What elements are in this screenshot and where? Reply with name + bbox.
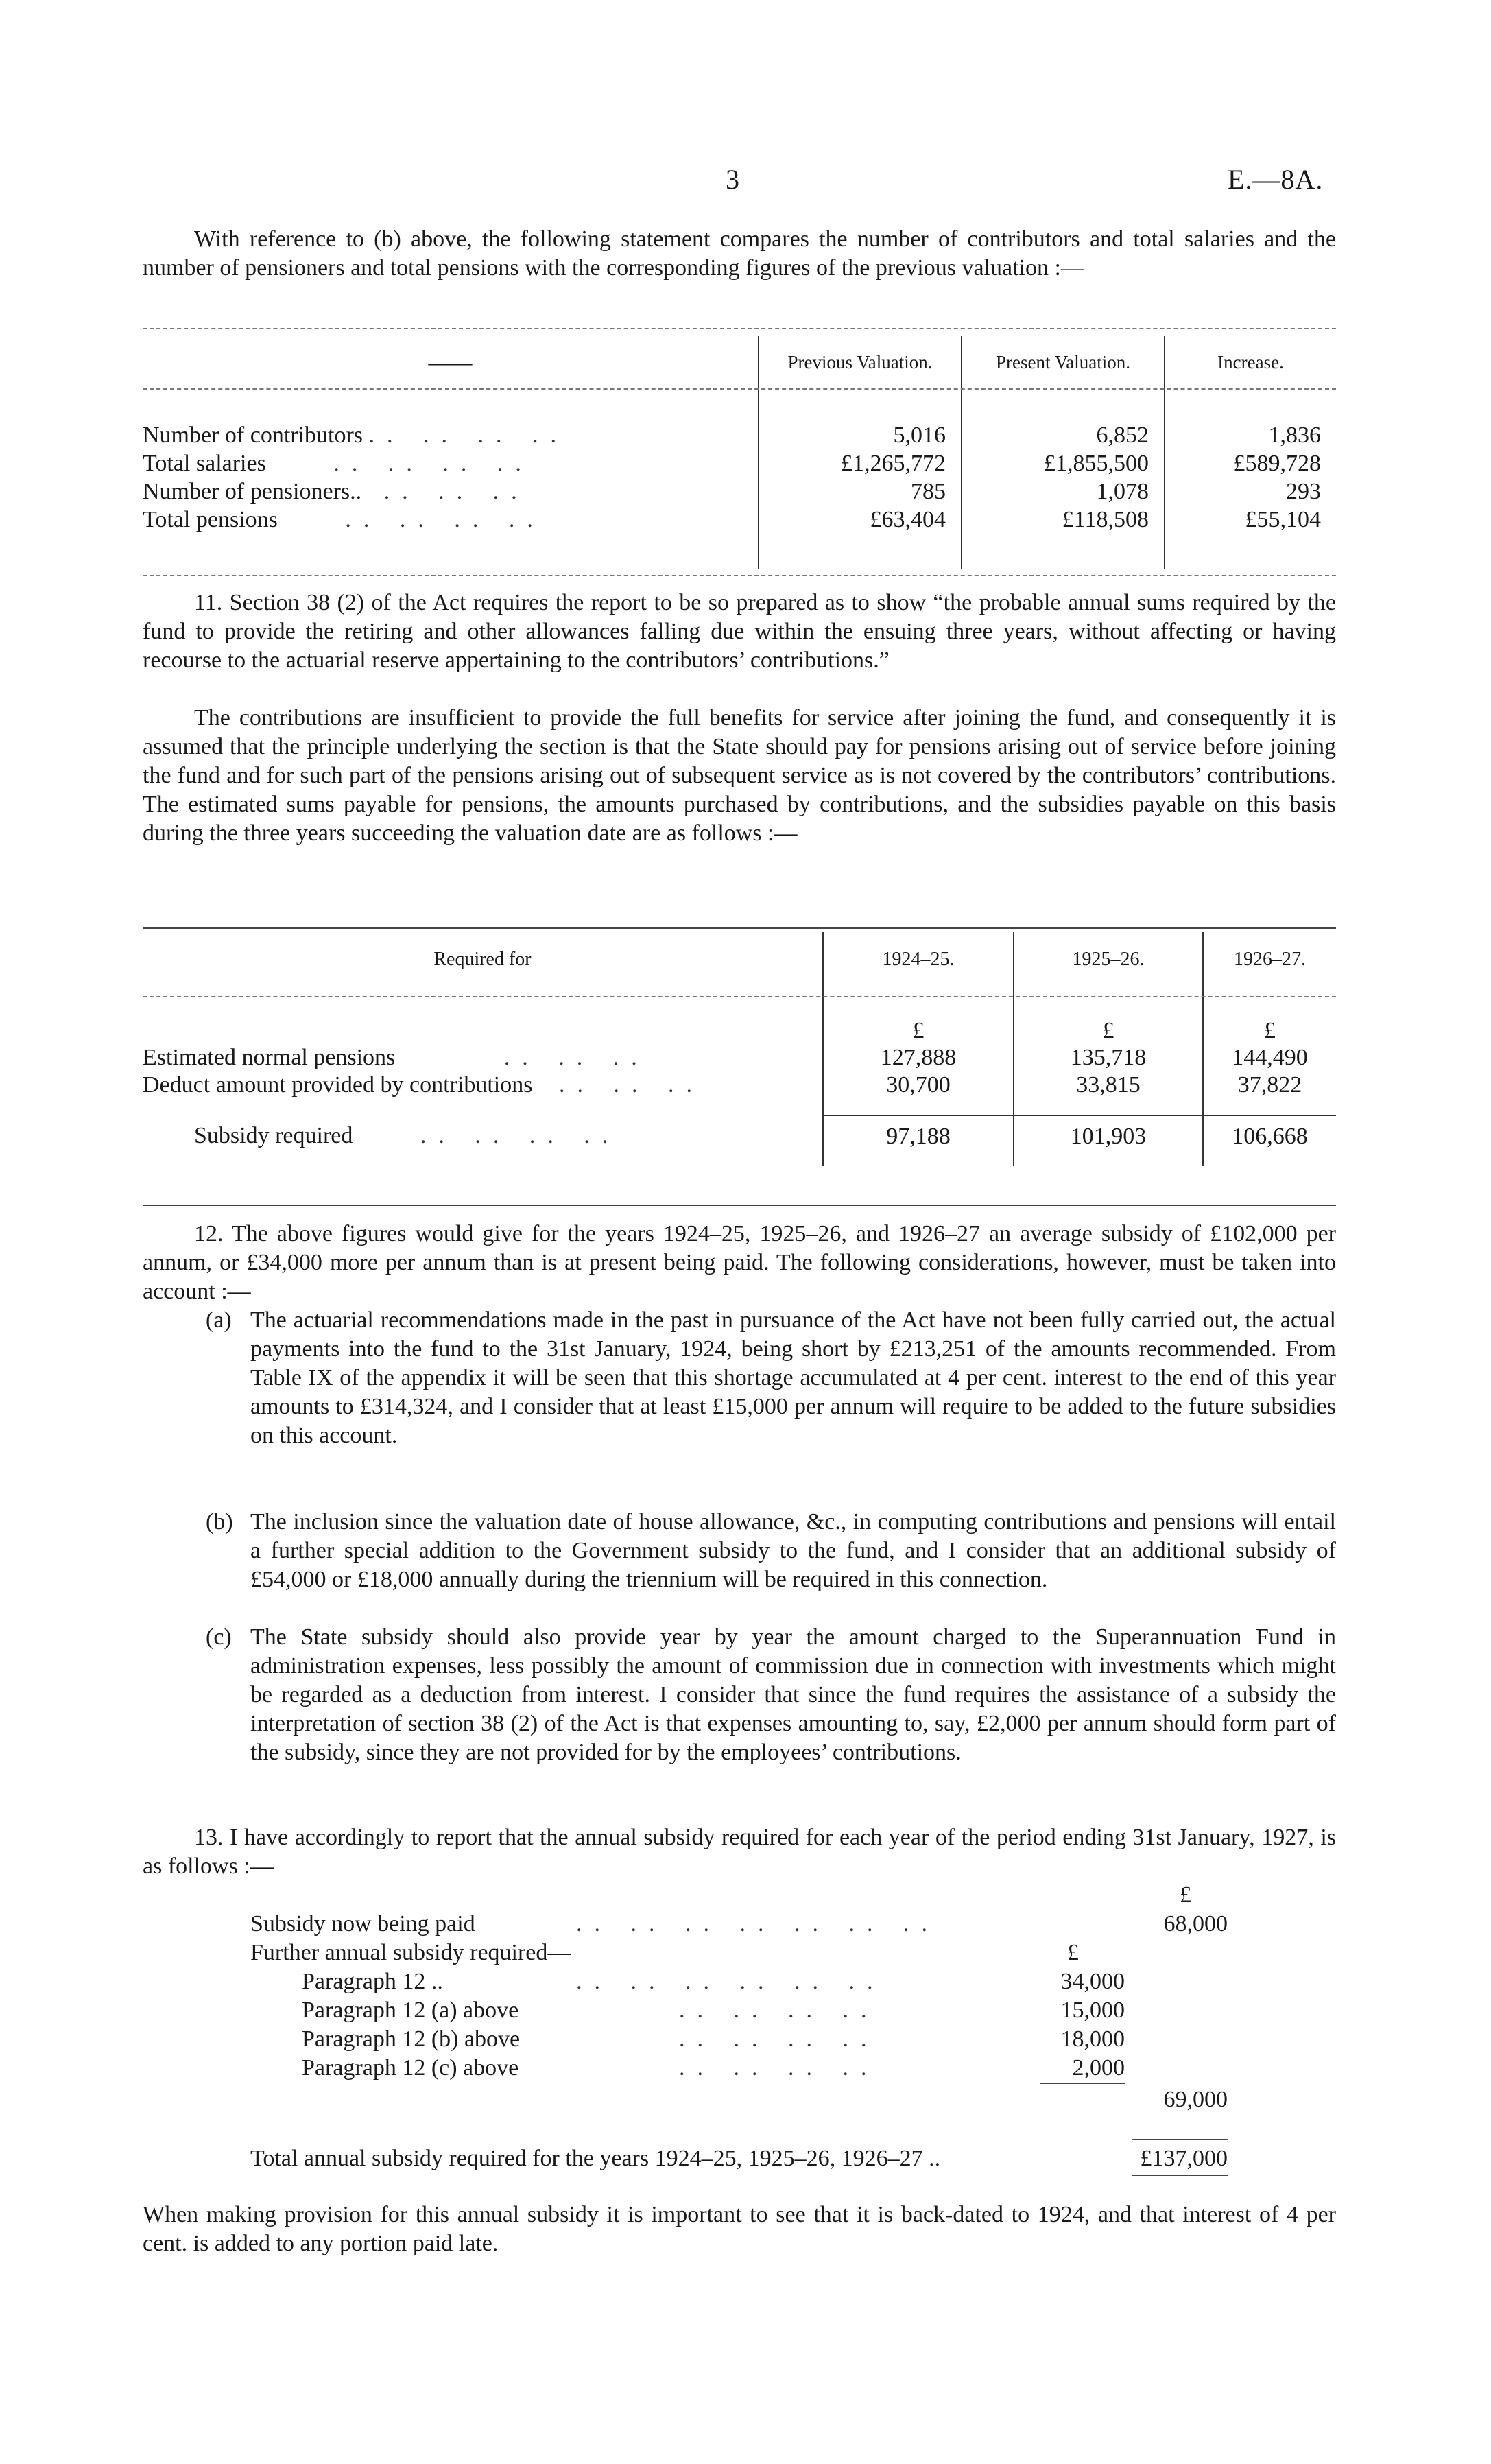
schedule-further-label: Further annual subsidy required— (250, 1940, 571, 1965)
row-label: Total salaries (143, 450, 266, 476)
schedule-currency-inner: £ (1067, 1940, 1079, 1965)
table-row: Total pensions .. .. .. .. £63,404 £118,508 £55,104 (143, 506, 1336, 534)
item-b-text: The inclusion since the valuation date of house allowance, &c., in computing contributions and pensions will entail a further special addition to the Government subsidy to the fund, and I consider that an additional subsidy of £54,000 or £18,000 annually during the triennium will be required in this connection. (250, 1509, 1336, 1592)
table1-header-rule (143, 388, 1336, 390)
schedule-now-value: 68,000 (1163, 1911, 1228, 1936)
row-label: Estimated normal pensions (143, 1045, 396, 1070)
cell-year-1: 127,888 (823, 1044, 1014, 1071)
row-label: Number of contributors (143, 422, 363, 448)
cell-present: £118,508 (962, 506, 1165, 534)
table2-top-rule (143, 927, 1336, 929)
schedule-total-rule-top (1132, 2139, 1228, 2140)
cell-present: 6,852 (962, 421, 1165, 449)
item-marker-b: (b) (206, 1509, 233, 1535)
intro-paragraph: With reference to (b) above, the following statement compares the number of contributors and total salaries and the number of pensioners and total pensions with the corresponding figures of the previous valuation :— (143, 226, 1336, 281)
table2-header-required-for: Required for (433, 949, 532, 970)
cell-increase: 1,836 (1165, 421, 1336, 449)
row-label: Total pensions (143, 506, 278, 532)
schedule-subtotal-rule (1040, 2083, 1125, 2084)
currency-symbol: £ (823, 1018, 1014, 1044)
table-row: Estimated normal pensions .. .. .. 127,888 135,718 144,490 (143, 1044, 1336, 1071)
table-row: Number of pensioners.. .. .. .. 785 1,078 293 (143, 477, 1336, 506)
item-marker-c: (c) (206, 1624, 232, 1650)
schedule-line-value: 18,000 (1060, 2026, 1125, 2052)
currency-symbol: £ (1014, 1018, 1203, 1044)
currency-symbol: £ (1203, 1018, 1336, 1044)
page-number: 3 (726, 164, 739, 195)
cell-increase: 293 (1165, 477, 1336, 506)
schedule-line-value: 15,000 (1060, 1998, 1125, 2023)
row-label: Number of pensioners.. (143, 478, 362, 504)
table1-header-blank: —— (428, 349, 473, 375)
table2-header-rule (143, 996, 1336, 997)
table2-header-row (143, 932, 1336, 988)
cell-year-3: 144,490 (1203, 1044, 1336, 1071)
schedule-total-rule-bottom (1132, 2175, 1228, 2176)
schedule-further-total: 69,000 (1163, 2087, 1228, 2112)
cell-year-2: 33,815 (1014, 1071, 1203, 1099)
cell-previous: £63,404 (759, 506, 962, 534)
row-label: Deduct amount provided by contributions (143, 1072, 533, 1098)
schedule-line-label: Paragraph 12 (a) above (302, 1998, 519, 2023)
schedule-line-label: Paragraph 12 (c) above (302, 2055, 519, 2081)
schedule-line-label: Paragraph 12 .. (302, 1969, 443, 1994)
table2-header-year-3: 1926–27. (1203, 932, 1336, 988)
row-label: Subsidy required (194, 1123, 353, 1148)
schedule-line-value: 2,000 (1072, 2055, 1125, 2081)
table1-top-rule (143, 328, 1336, 329)
cell-increase: £55,104 (1165, 506, 1336, 534)
item-marker-a: (a) (206, 1307, 232, 1333)
paragraph-11-body: The contributions are insufficient to provide the full benefits for service after joining the fund, and consequently it is assumed that the principle underlying the section is that the State should pay for pensions arising out of service before joining the fund and for such part of the pensions arising out of subsequent service as is not covered by the contributors’ contributions. The estimated sums payable for pensions, the amounts purchased by contributions, and the subsidies payable on this basis during the three years succeeding the valuation date are as follows :— (143, 705, 1336, 846)
table2-bottom-rule (143, 1205, 1336, 1206)
cell-year-1: 30,700 (823, 1071, 1014, 1099)
table-row: Number of contributors .. .. .. .. 5,016 6,852 1,836 (143, 421, 1336, 449)
cell-year-1: 97,188 (823, 1115, 1014, 1157)
table-row: Total salaries .. .. .. .. £1,265,772 £1,855,500 £589,728 (143, 449, 1336, 477)
cell-previous: 5,016 (759, 421, 962, 449)
subsidy-table (143, 932, 1336, 1166)
cell-previous: £1,265,772 (759, 449, 962, 477)
comparison-table (143, 336, 1336, 569)
schedule-line-label: Paragraph 12 (b) above (302, 2026, 521, 2052)
cell-present: £1,855,500 (962, 449, 1165, 477)
table2-header-year-1: 1924–25. (823, 932, 1014, 988)
table1-bottom-rule (143, 575, 1336, 576)
item-c-text: The State subsidy should also provide year by year the amount charged to the Superannuation Fund in administration expenses, less possibly the amount of commission due in connection with investments which might be regarded as a deduction from interest. I consider that since the fund requires the assistance of a subsidy the interpretation of section 38 (2) of the Act is that expenses amounting to, say, £2,000 per annum should form part of the subsidy, since they are not provided for by the employees’ contributions. (250, 1624, 1336, 1765)
table1-header-previous: Previous Valuation. (759, 336, 962, 388)
table-row: Deduct amount provided by contributions .. .. .. 30,700 33,815 37,822 (143, 1071, 1336, 1099)
cell-year-2: 101,903 (1014, 1115, 1203, 1157)
cell-previous: 785 (759, 477, 962, 506)
schedule-total-label: Total annual subsidy required for the years 1924–25, 1925–26, 1926–27 .. (250, 2146, 941, 2171)
schedule-currency-outer: £ (1180, 1882, 1191, 1908)
subsidy-row: Subsidy required .. .. .. .. 97,188 101,903 106,668 (143, 1115, 1336, 1157)
paragraph-11-quote: 11. Section 38 (2) of the Act requires the report to be so prepared as to show “the probable annual sums required by the fund to provide the retiring and other allowances falling due within the ensuing three years, without affecting or having recourse to the actuarial reserve appertaining to the contributors’ contributions.” (143, 590, 1336, 673)
document-reference: E.—8A. (1228, 164, 1324, 195)
paragraph-13: 13. I have accordingly to report that the annual subsidy required for each year of the period ending 31st January, 1927, is as follows :— (143, 1825, 1336, 1879)
cell-year-2: 135,718 (1014, 1044, 1203, 1071)
cell-present: 1,078 (962, 477, 1165, 506)
schedule-line-value: 34,000 (1060, 1969, 1125, 1994)
paragraph-12: 12. The above figures would give for the years 1924–25, 1925–26, and 1926–27 an average subsidy of £102,000 per annum, or £34,000 more per annum than is at present being paid. The following considerations, however, must be taken into account :— (143, 1221, 1336, 1304)
closing-paragraph: When making provision for this annual subsidy it is important to see that it is back-dated to 1924, and that interest of 4 per cent. is added to any portion paid late. (143, 2202, 1336, 2256)
table1-header-increase: Increase. (1165, 336, 1336, 388)
cell-year-3: 37,822 (1203, 1071, 1336, 1099)
table1-header-present: Present Valuation. (962, 336, 1165, 388)
currency-row (143, 1018, 1336, 1044)
item-a-text: The actuarial recommendations made in the past in pursuance of the Act have not been fully carried out, the actual payments into the fund to the 31st January, 1924, being short by £213,251 of the amounts recommended. From Table IX of the appendix it will be seen that this shortage accumulated at 4 per cent. interest to the end of this year amounts to £314,324, and I consider that at least £15,000 per annum will require to be added to the future subsidies on this account. (250, 1307, 1336, 1448)
cell-increase: £589,728 (1165, 449, 1336, 477)
table1-header-row (143, 336, 1336, 388)
cell-year-3: 106,668 (1203, 1115, 1336, 1157)
schedule-total-value: £137,000 (1140, 2146, 1228, 2171)
table2-header-year-2: 1925–26. (1014, 932, 1203, 988)
schedule-now-label: Subsidy now being paid (250, 1911, 475, 1936)
